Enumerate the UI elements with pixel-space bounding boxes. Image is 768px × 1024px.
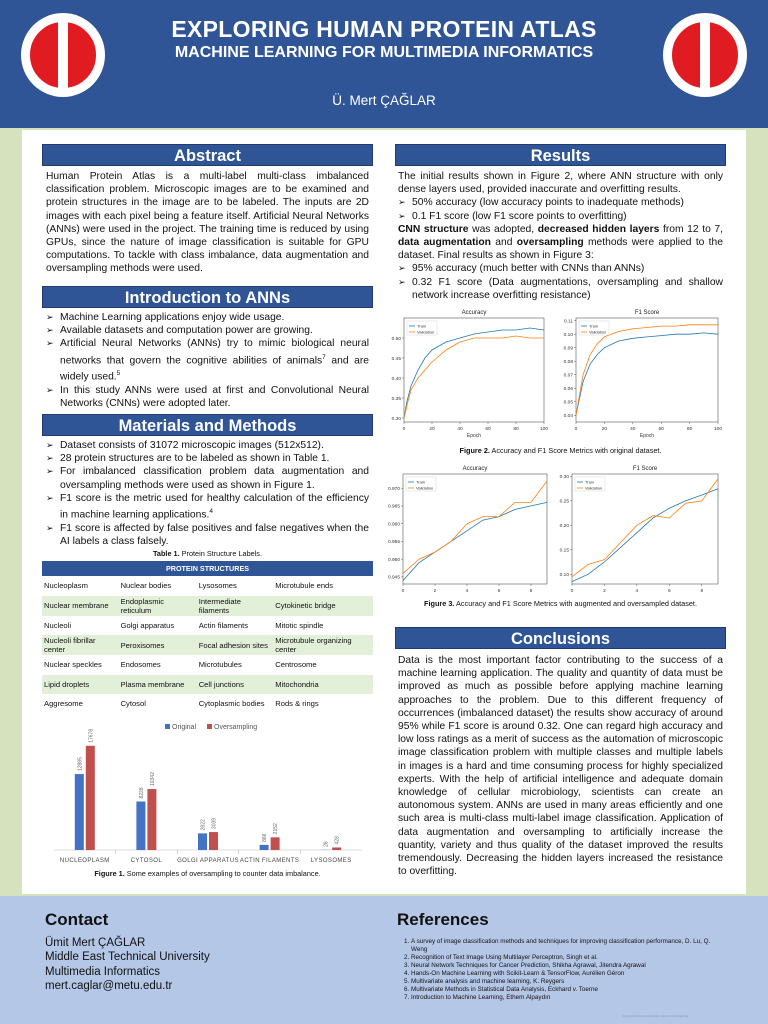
contact-name: Ümit Mert ÇAĞLAR	[45, 937, 146, 949]
methods-item: ➢ For imbalanced classification problem data augmentation and oversampling methods were used as shown in Figure 1.	[46, 465, 369, 491]
reference-item: 4. Hands-On Machine Learning with Scikit-Learn & TensorFlow, Aurélien Géron	[411, 970, 727, 978]
reference-item: 1. A survey of image classification methods and techniques for improving classification performance, D. Lu, Q. Weng	[411, 938, 727, 954]
y-tick-label: 0.970	[387, 486, 400, 492]
contact-email: mert.caglar@metu.edu.tr	[45, 979, 173, 992]
y-tick-label: 0.25	[559, 499, 569, 505]
x-tick-label: 2	[603, 589, 606, 594]
table-cell: Microtubules	[197, 655, 274, 675]
results-text	[398, 170, 723, 302]
y-tick-label: 0.07	[563, 373, 573, 379]
bar-original	[136, 801, 145, 850]
reference-item: 6. Multivariate Methods in Statistical Data Analysis, Eckhard v. Toerne	[411, 986, 727, 994]
table-cell: Mitochondria	[273, 675, 373, 695]
x-tick-label: 60	[485, 427, 491, 432]
legend-label: Validation	[417, 329, 435, 335]
data-label: 2822	[200, 819, 207, 831]
intro-item: ➢ Available datasets and computation power are growing.	[46, 324, 369, 337]
legend	[406, 477, 436, 491]
methods-item	[46, 492, 369, 522]
figure3-accuracy-chart	[375, 462, 555, 598]
figure3-f1-chart	[548, 462, 728, 598]
x-tick-label: GOLGI APPARATUS	[177, 858, 239, 864]
bar-oversampling	[271, 837, 280, 850]
abstract-heading: Abstract	[42, 144, 373, 166]
poster-subtitle: MACHINE LEARNING FOR MULTIMEDIA INFORMATICS	[174, 44, 594, 61]
chart-title: Accuracy	[461, 310, 487, 316]
y-tick-label: 0.06	[563, 387, 573, 393]
x-tick-label: 100	[713, 427, 723, 432]
table-cell: Microtubule ends	[273, 576, 373, 596]
table-cell: Peroxisomes	[119, 635, 197, 655]
x-tick-label: 0	[574, 427, 578, 432]
figure1-bar-chart	[42, 720, 373, 870]
y-tick-label: 0.35	[391, 396, 401, 402]
x-tick-label: 20	[429, 427, 435, 432]
intro-item	[46, 337, 369, 383]
citation: 4	[209, 508, 214, 516]
x-tick-label: 6	[497, 589, 501, 594]
reference-item: 7. Introduction to Machine Learning, Ethem Alpaydın	[411, 994, 727, 1002]
table-cell: Rods & rings	[273, 694, 373, 714]
table-cell: Golgi apparatus	[119, 616, 197, 636]
bar-original	[260, 845, 269, 850]
table-row	[42, 635, 373, 655]
y-tick-label: 0.09	[563, 346, 573, 352]
contact-heading: Contact	[45, 910, 109, 929]
table-cell: Endoplasmic reticulum	[119, 596, 197, 616]
data-label: 2152	[273, 823, 280, 835]
citation: 5	[116, 370, 121, 378]
legend-label: Validation	[589, 329, 607, 335]
results-item: ➢ 0.32 F1 score (Data augmentations, oversampling and shallow network increase overfitting resistance)	[398, 276, 723, 302]
references-heading: References	[397, 910, 489, 929]
data-label: 10342	[149, 772, 156, 787]
chart-title: F1 Score	[634, 310, 660, 316]
references-list	[397, 938, 727, 1002]
x-tick-label: 4	[635, 589, 639, 594]
x-tick-label: 80	[686, 427, 693, 432]
figure2-f1-chart	[548, 306, 728, 442]
table-cell: Endosomes	[119, 655, 197, 675]
legend-label: Oversampling	[214, 724, 258, 731]
y-tick-label: 0.965	[387, 504, 400, 510]
x-tick-label: 100	[539, 427, 549, 432]
y-tick-label: 0.945	[387, 575, 400, 581]
table-cell: Aggresome	[42, 694, 119, 714]
methods-item: ➢ Dataset consists of 31072 microscopic images (512x512).	[46, 439, 369, 452]
table-cell: Focal adhesion sites	[197, 635, 274, 655]
legend	[407, 321, 437, 335]
chart-title: Accuracy	[462, 466, 488, 472]
poster-author: Ü. Mert ÇAĞLAR	[332, 93, 436, 108]
table-cell: Nuclear speckles	[42, 655, 119, 675]
abstract-text: Human Protein Atlas is a multi-label multi-class imbalanced classification problem. Microscopic images are to be examined and protein structures in the image are to be labeled. The inputs are 2D images with each pixel being a feature itself. Artificial Neural Networks (ANNs) were used in the project. The training time is reduced by using GPUs, since the nature of image classification is suitable for GPU computations. To tackle with class imbalance, data augmentation and oversampling methods were used.	[46, 171, 369, 275]
bar-oversampling	[209, 832, 218, 850]
poster-header	[0, 0, 768, 128]
y-tick-label: 0.30	[559, 475, 569, 481]
data-label: 866	[262, 833, 269, 842]
results-list-1	[398, 196, 723, 222]
table-header: PROTEIN STRUCTURES	[42, 561, 373, 576]
table-row	[42, 694, 373, 714]
table-cell: Centrosome	[273, 655, 373, 675]
data-label: 17678	[88, 728, 95, 743]
table-cell: Nucleoli fibrillar center	[42, 635, 119, 655]
reference-item: 3. Neural Network Techniques for Cancer Prediction, Shikha Agrawal, Jitendra Agrawal	[411, 962, 727, 970]
table-cell: Cytokinetic bridge	[273, 596, 373, 616]
x-tick-label: 6	[667, 589, 671, 594]
table-cell: Nuclear membrane	[42, 596, 119, 616]
legend	[575, 477, 605, 491]
y-tick-label: 0.15	[559, 548, 569, 554]
citation: 7	[322, 353, 326, 361]
x-tick-label: 8	[529, 589, 533, 594]
x-tick-label: 2	[433, 589, 437, 594]
table-cell: Actin filaments	[197, 616, 274, 636]
results-item: ➢ 95% accuracy (much better with CNNs than ANNs)	[398, 262, 723, 275]
x-tick-label: 0	[570, 589, 574, 594]
methods-heading: Materials and Methods	[42, 414, 373, 436]
table-cell: Microtubule organizing center	[273, 635, 373, 655]
figure2-accuracy-chart	[372, 306, 552, 442]
x-tick-label: ACTIN FILAMENTS	[239, 858, 300, 864]
methods-item: ➢ 28 protein structures are to be labeled as shown in Table 1.	[46, 452, 369, 465]
bar-oversampling	[332, 847, 341, 850]
y-tick-label: 0.40	[391, 376, 401, 382]
table-cell: Lysosomes	[197, 576, 274, 596]
y-tick-label: 0.10	[559, 573, 569, 579]
x-tick-label: 8	[700, 589, 704, 594]
y-tick-label: 0.960	[387, 522, 400, 528]
table-row	[42, 576, 373, 596]
y-tick-label: 0.20	[559, 524, 569, 530]
x-tick-label: 0	[402, 427, 406, 432]
legend-label: Train	[589, 323, 598, 329]
data-label: 428	[334, 836, 341, 845]
reference-item: 2. Recognition of Text Image Using Multilayer Perceptron, Singh et al.	[411, 954, 727, 962]
legend-label: Validation	[416, 485, 434, 491]
x-tick-label: 40	[630, 427, 636, 432]
chart-title: F1 Score	[632, 466, 658, 472]
table-cell: Intermediate filaments	[197, 596, 274, 616]
y-tick-label: 0.30	[391, 416, 401, 422]
intro-item-text: Artificial Neural Networks (ANNs) try to mimic biological neural networks that govern the cognitive abilities of animals	[60, 338, 369, 367]
table-row	[42, 616, 373, 636]
x-axis-label: Epoch	[639, 433, 655, 439]
results-item: ➢ 50% accuracy (low accuracy points to inadequate methods)	[398, 196, 723, 209]
bar-original	[198, 833, 207, 850]
legend-swatch	[165, 724, 170, 729]
y-tick-label: 0.05	[563, 400, 573, 406]
poster-title: EXPLORING HUMAN PROTEIN ATLAS	[171, 16, 597, 42]
y-tick-label: 0.955	[387, 540, 400, 546]
x-axis-label: Epoch	[466, 433, 482, 439]
legend-label: Original	[172, 724, 197, 731]
x-tick-label: 80	[513, 427, 519, 432]
x-tick-label: 40	[457, 427, 463, 432]
intro-item-tail: and are widely used.	[60, 355, 369, 383]
intro-list	[46, 311, 369, 410]
data-label: 12885	[77, 757, 84, 772]
data-label: 28	[323, 841, 330, 847]
contact-institution: Middle East Technical University	[45, 951, 210, 964]
data-label: 8228	[138, 787, 145, 799]
table-cell: Mitotic spindle	[273, 616, 373, 636]
table-cell: Lipid droplets	[42, 675, 119, 695]
y-tick-label: 0.11	[564, 319, 573, 325]
copyright-note: Copyright Reserved All Information is Confidential	[622, 1014, 689, 1018]
x-tick-label: NUCLEOPLASM	[59, 858, 110, 864]
y-tick-label: 0.10	[563, 333, 573, 339]
conclusions-heading: Conclusions	[395, 627, 726, 649]
table-cell: Nucleoplasm	[42, 576, 119, 596]
figure3-caption: Figure 3. Accuracy and F1 Score Metrics with augmented and oversampled dataset.	[424, 599, 697, 608]
table-row	[42, 675, 373, 695]
y-tick-label: 0.950	[387, 557, 400, 563]
table-cell: Nucleoli	[42, 616, 119, 636]
legend-label: Train	[585, 479, 594, 485]
protein-structures-table	[42, 561, 373, 714]
bar-oversampling	[147, 789, 156, 850]
legend-label: Train	[417, 323, 426, 329]
contact-info	[45, 936, 210, 993]
x-tick-label: 20	[601, 427, 608, 432]
results-item: ➢ 0.1 F1 score (low F1 score points to overfitting)	[398, 210, 723, 223]
table-cell: Cytosol	[119, 694, 197, 714]
legend-label: Train	[416, 479, 425, 485]
legend	[579, 321, 609, 335]
x-tick-label: 0	[401, 589, 405, 594]
y-tick-label: 0.08	[563, 360, 573, 366]
intro-item: ➢ Machine Learning applications enjoy wide usage.	[46, 311, 369, 324]
y-tick-label: 0.50	[391, 336, 401, 342]
table-row	[42, 596, 373, 616]
x-tick-label: CYTOSOL	[130, 858, 163, 864]
y-tick-label: 0.04	[563, 414, 573, 420]
table-cell: Cell junctions	[197, 675, 274, 695]
x-tick-label: LYSOSOMES	[310, 858, 352, 864]
legend-label: Validation	[585, 485, 603, 491]
x-tick-label: 4	[465, 589, 469, 594]
conclusions-text: Data is the most important factor contributing to the success of a machine learning application. The quality and quantity of data must be improved as much as possible before applying machine learning approaches to the problem. Due to this different frequency of occurrences (imbalanced dataset) the results show accuracy of around 95% while F1 score is around 0.32. One can regard high accuracy and low loss ratings as a merit of success as the automation of microscopic image classification problem with multiple classes and multiple labels in images is a hard and time consuming process for highly specialized experts. With the help of artificial intelligence and adequate domain knowledge of cellular microbiology, scientists can create an autonomous system. ANNs are used in many areas efficiently and one such area is multi-class multi-label image classification. Application of data augmentation and oversampling to artificially increase the quantity, variety and thus quality of the dataset improved the results tremendously. Decreasing the hidden layers increased the resistance to overfitting.	[398, 655, 723, 878]
bar-original	[75, 774, 84, 850]
methods-item-text: F1 score is the metric used for healthy calculation of the efficiency in machine learning applications.	[60, 492, 369, 521]
x-tick-label: 60	[658, 427, 664, 432]
reference-item: 5. Multivariate analysis and machine learning, K. Reygers	[411, 978, 727, 986]
figure1-caption: Figure 1. Some examples of oversampling to counter data imbalance.	[94, 869, 321, 878]
bar-oversampling	[86, 746, 95, 850]
intro-heading: Introduction to ANNs	[42, 286, 373, 308]
results-paragraph-2: CNN structure was adopted, decreased hidden layers from 12 to 7, data augmentation and oversampling methods were applied to the dataset. Final results as shown in Figure 3:	[398, 223, 723, 262]
methods-item: ➢ F1 score is affected by false positives and false negatives when the AI labels a class falsely.	[46, 522, 369, 548]
table-cell: Cytoplasmic bodies	[197, 694, 274, 714]
table-row	[42, 655, 373, 675]
intro-item: ➢ In this study ANNs were used at first and Convolutional Neural Networks (CNNs) were adopted later.	[46, 384, 369, 410]
methods-list	[46, 439, 369, 548]
data-label: 3039	[211, 817, 218, 830]
legend-swatch	[207, 724, 212, 729]
table1-caption: Table 1. Protein Structure Labels.	[153, 549, 262, 558]
results-intro: The initial results shown in Figure 2, where ANN structure with only dense layers used, provided inaccurate and overfitting results.	[398, 171, 723, 196]
table-cell: Plasma membrane	[119, 675, 197, 695]
results-list-2	[398, 262, 723, 302]
figure2-caption: Figure 2. Accuracy and F1 Score Metrics with original dataset.	[459, 446, 662, 455]
table-cell: Nuclear bodies	[119, 576, 197, 596]
y-tick-label: 0.45	[391, 356, 401, 362]
contact-department: Multimedia Informatics	[45, 965, 161, 978]
results-heading: Results	[395, 144, 726, 166]
